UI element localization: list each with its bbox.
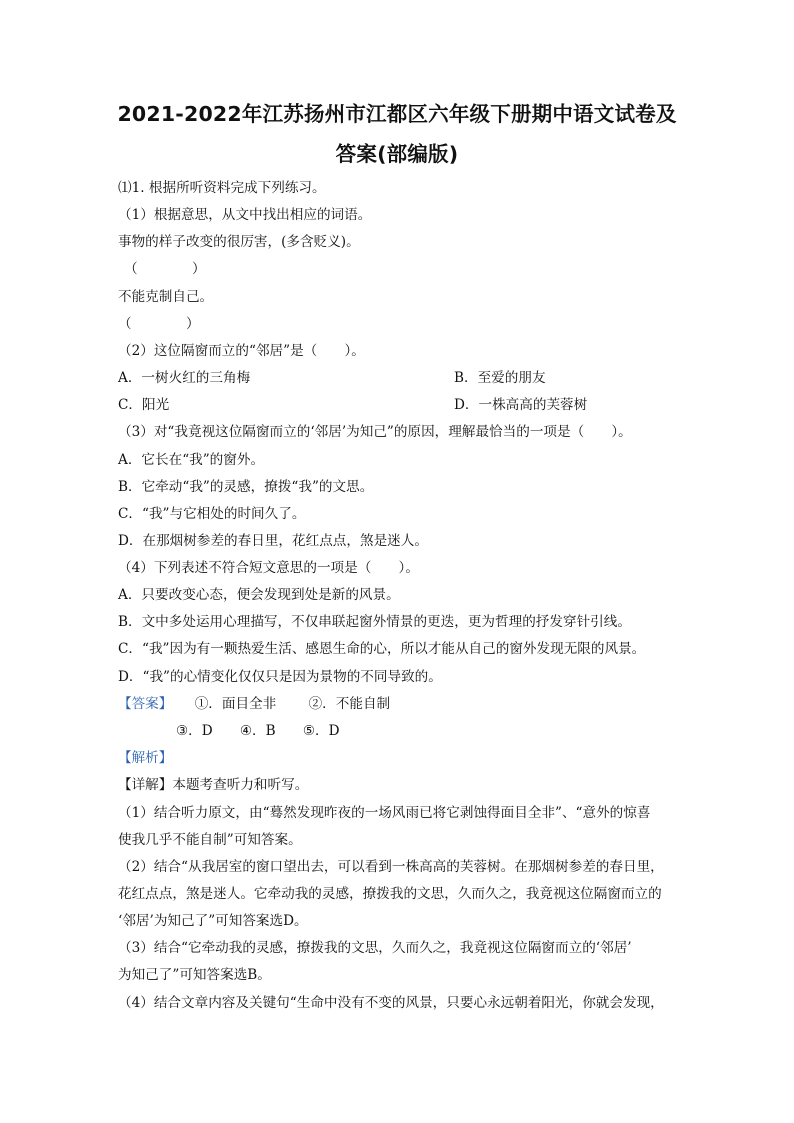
subquestion-4: （4）下列表述不符合短文意思的一项是（ ）。 xyxy=(118,560,419,576)
q4-option-d: D．“我”的心情变化仅仅只是因为景物的不同导致的。 xyxy=(118,669,442,685)
q2-option-a: A．一树火红的三角梅 xyxy=(118,370,251,386)
document-title-line-1: 2021-2022年江苏扬州市江都区六年级下册期中语文试卷及 xyxy=(117,102,677,126)
document-title-line-2: 答案(部编版) xyxy=(335,142,459,166)
q3-option-d: D．在那烟树参差的春日里，花红点点，煞是迷人。 xyxy=(118,533,428,549)
answer-tag: 【答案】 xyxy=(118,696,173,712)
answer-row-1 xyxy=(118,696,390,712)
analysis-tag: 【解析】 xyxy=(118,750,173,766)
subquestion-3: （3）对“我竟视这位隔窗而立的‘邻居’为知己”的原因，理解最恰当的一项是（ ）。 xyxy=(118,424,632,440)
q3-option-a: A．它长在“我”的窗外。 xyxy=(118,452,265,468)
q2-option-d: D．一株高高的芙蓉树 xyxy=(454,397,588,413)
explanation-2c: ‘邻居’为知己了”可知答案选D。 xyxy=(118,913,308,929)
answer-item-2: ②．不能自制 xyxy=(308,696,391,712)
explanation-1a: （1）结合听力原文，由“蓦然发现昨夜的一场风雨已将它剥蚀得面目全非”、“意外的惊喜 xyxy=(118,805,651,821)
q4-option-c: C．“我”因为有一颗热爱生活、感恩生命的心，所以才能从自己的窗外发现无限的风景。 xyxy=(118,641,646,657)
answer-row-2: ③．D ④．B ⑤．D xyxy=(176,723,340,739)
detail-intro: 本题考查听力和听写。 xyxy=(172,777,309,793)
explanation-1b: 使我几乎不能自制”可知答案。 xyxy=(118,832,302,848)
word-definition-2: 不能克制自己。 xyxy=(118,289,214,305)
q4-option-a: A．只要改变心态，便会发现到处是新的风景。 xyxy=(118,587,400,603)
explanation-2b: 花红点点，煞是迷人。它牵动我的灵感，撩拨我的文思，久而久之，我竟视这位隔窗而立的 xyxy=(118,886,662,902)
q3-option-c: C．“我”与它相处的时间久了。 xyxy=(118,506,306,522)
subquestion-2: （2）这位隔窗而立的“邻居”是（ ）。 xyxy=(118,343,365,359)
q2-option-c: C．阳光 xyxy=(118,397,170,413)
explanation-4a: （4）结合文章内容及关键句“生命中没有不变的风景，只要心永远朝着阳光，你就会发现， xyxy=(118,995,664,1011)
subquestion-1: （1）根据意思，从文中找出相应的词语。 xyxy=(118,207,372,223)
explanation-3a: （3）结合“它牵动我的灵感，撩拨我的文思，久而久之，我竟视这位隔窗而立的‘邻居’ xyxy=(118,940,632,956)
q2-option-row-1 xyxy=(118,370,546,386)
detail-tag: 【详解】 xyxy=(118,777,173,793)
explanation-2a: （2）结合“从我居室的窗口望出去，可以看到一株高高的芙蓉树。在那烟树参差的春日里， xyxy=(118,859,664,875)
word-definition-1: 事物的样子改变的很厉害，(多含贬义)。 xyxy=(118,234,360,250)
q3-option-b: B．它牵动“我”的灵感，撩拨“我”的文思。 xyxy=(118,479,374,495)
question-intro: ⑴1. 根据所听资料完成下列练习。 xyxy=(118,180,326,196)
explanation-3b: 为知己了”可知答案选B。 xyxy=(118,967,271,983)
q2-option-b: B．至爱的朋友 xyxy=(454,370,546,386)
answer-blank-2: （ ） xyxy=(118,316,200,332)
detail-row xyxy=(118,777,308,793)
answer-blank-1: （ ） xyxy=(124,261,206,277)
q4-option-b: B．文中多处运用心理描写，不仅串联起窗外情景的更迭，更为哲理的抒发穿针引线。 xyxy=(118,614,631,630)
answer-item-1: ①．面目全非 xyxy=(194,696,277,712)
q2-option-row-2 xyxy=(118,397,588,413)
